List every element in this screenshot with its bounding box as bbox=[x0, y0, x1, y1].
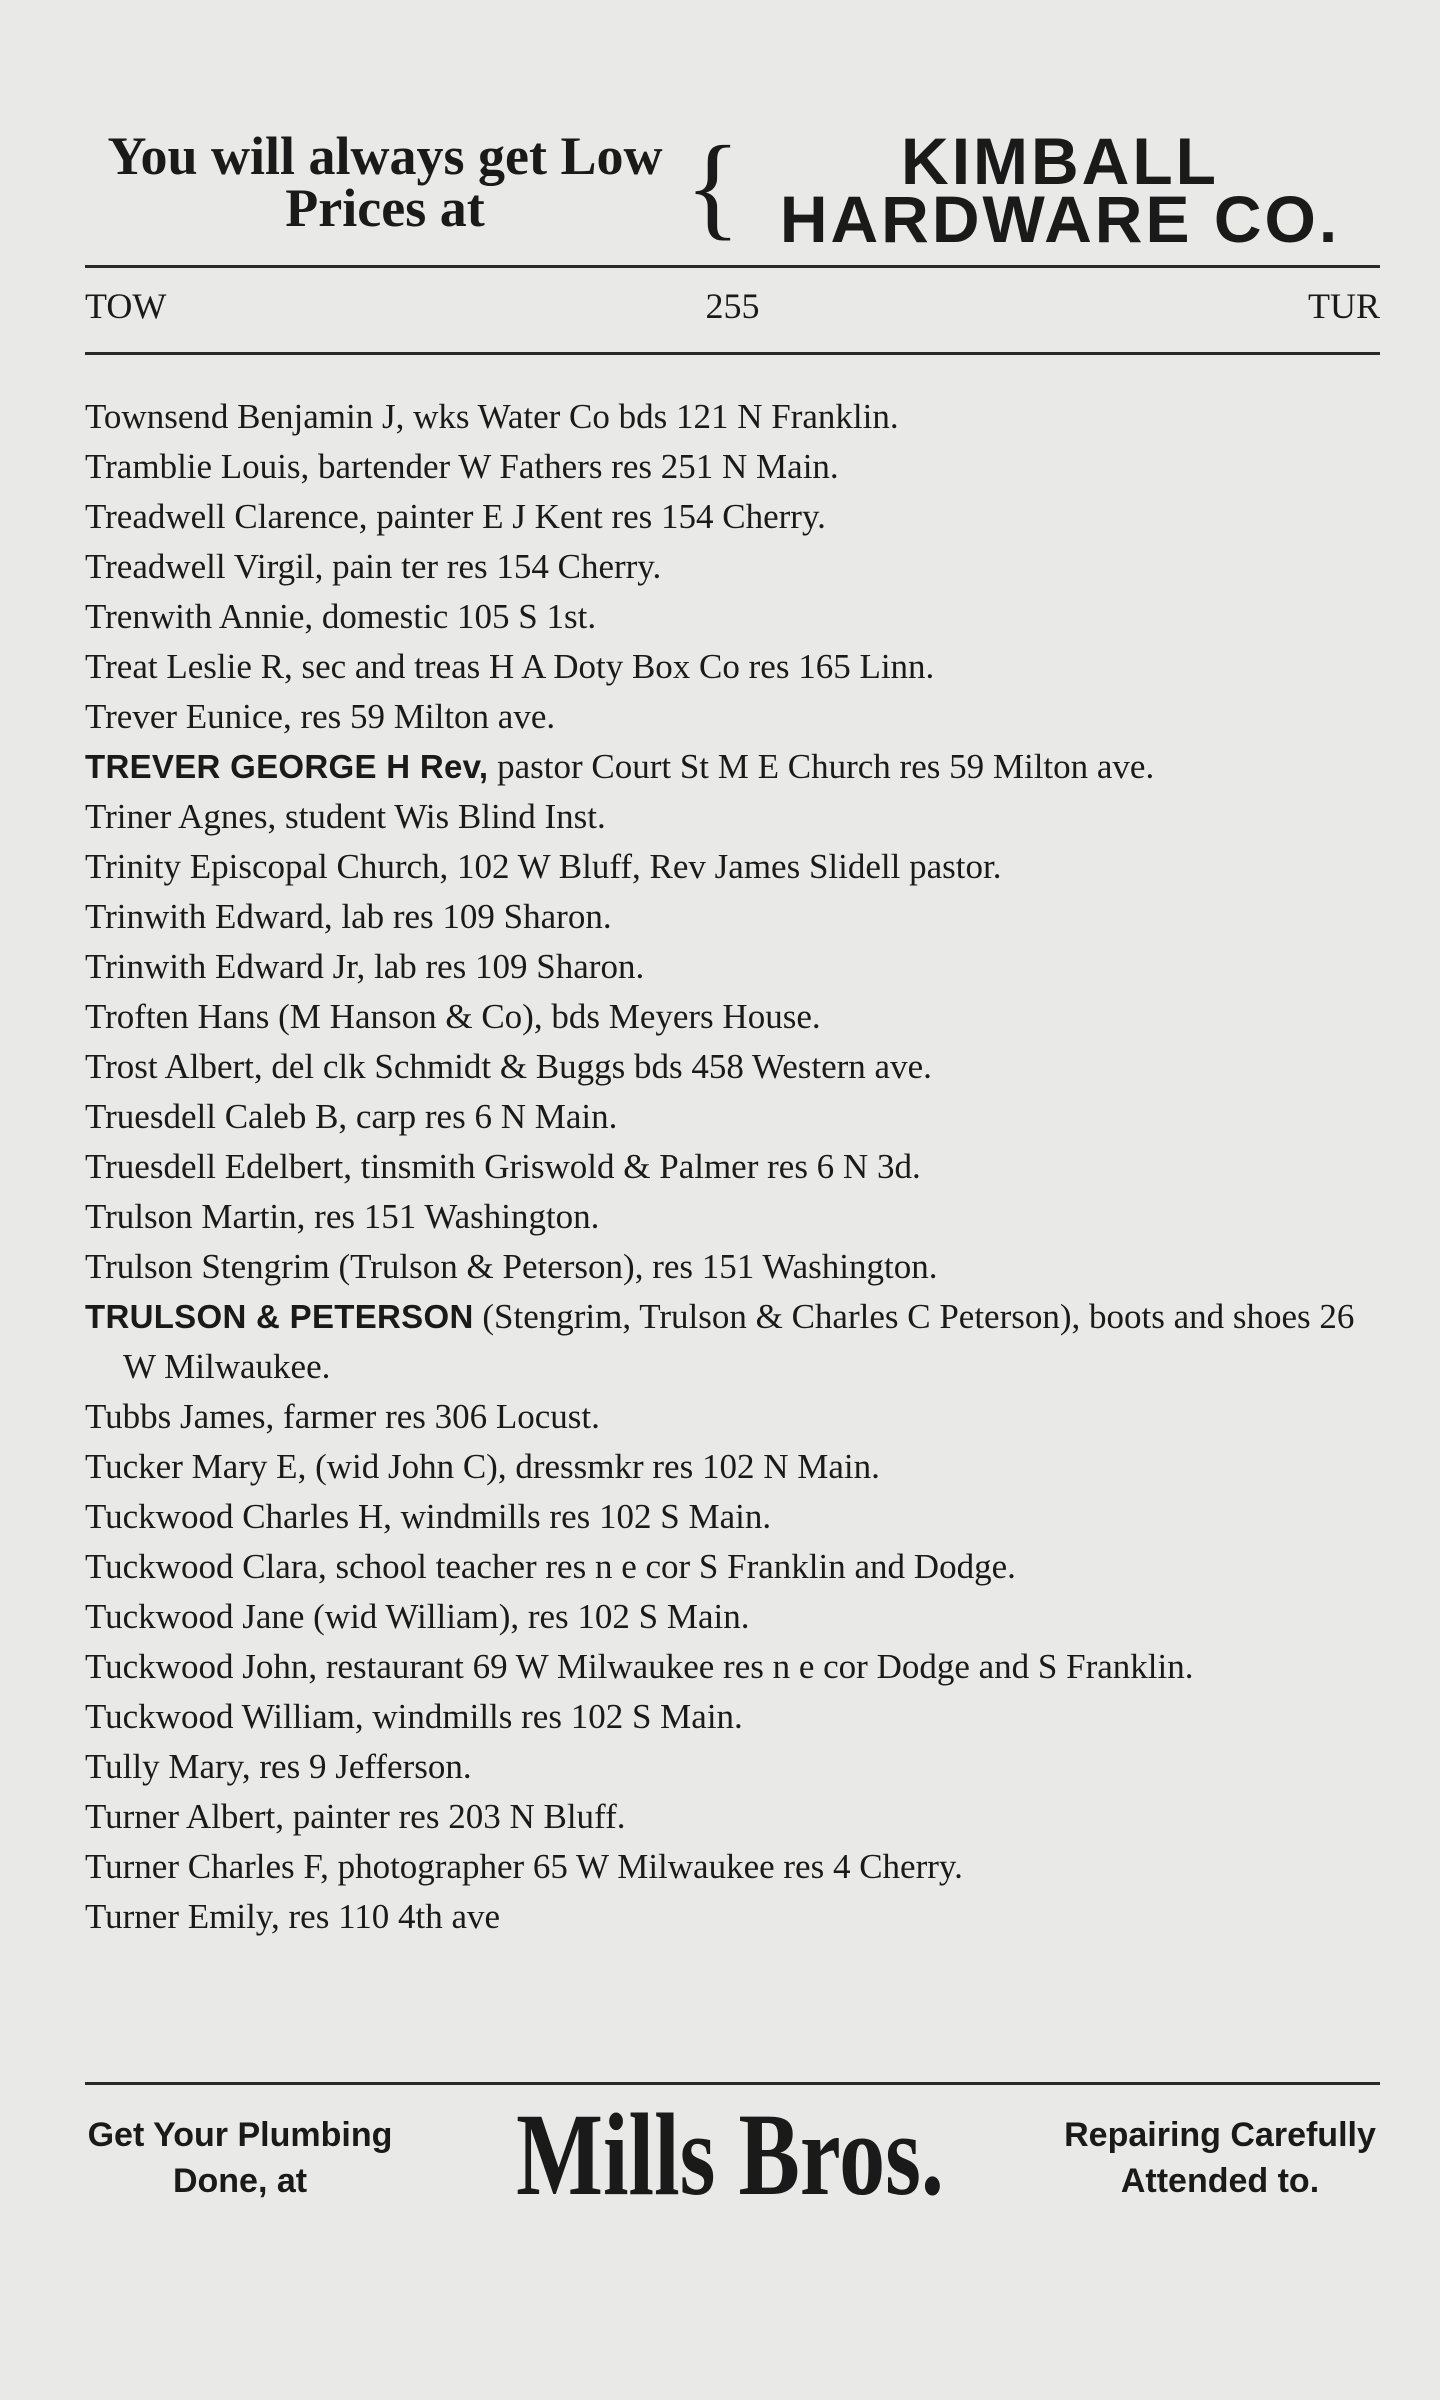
directory-entry bbox=[85, 792, 1385, 842]
directory-entry bbox=[85, 492, 1385, 542]
top-ad-company-line2: HARDWARE CO. bbox=[779, 182, 1341, 256]
entry-bold-name: TRULSON & PETERSON bbox=[85, 1298, 474, 1335]
bottom-ad-right-line1: Repairing Carefully bbox=[1064, 2116, 1376, 2154]
directory-entry bbox=[85, 1442, 1385, 1492]
directory-entry bbox=[85, 1742, 1385, 1792]
directory-entry bbox=[85, 1292, 1385, 1392]
entry-text: Tuckwood William, windmills res 102 S Main. bbox=[85, 1697, 743, 1736]
directory-entry bbox=[85, 1392, 1385, 1442]
entry-text: Turner Albert, painter res 203 N Bluff. bbox=[85, 1797, 626, 1836]
entry-text: pastor Court St M E Church res 59 Milton ave. bbox=[488, 747, 1155, 786]
directory-entry bbox=[85, 1792, 1385, 1842]
directory-entry bbox=[85, 592, 1385, 642]
top-ad-slogan-line2: Prices at bbox=[285, 178, 485, 238]
directory-entry bbox=[85, 1892, 1385, 1942]
top-ad-slogan-line1: You will always get Low bbox=[107, 126, 663, 186]
bottom-ad-right bbox=[1055, 2112, 1385, 2204]
entry-text: Tuckwood Charles H, windmills res 102 S Main. bbox=[85, 1497, 772, 1536]
entry-text: Turner Emily, res 110 4th ave bbox=[85, 1897, 501, 1936]
directory-entry bbox=[85, 1492, 1385, 1542]
entry-text: Trinity Episcopal Church, 102 W Bluff, Rev James Slidell pastor. bbox=[85, 847, 1002, 886]
entry-bold-name: TREVER GEORGE H Rev, bbox=[85, 748, 489, 785]
entry-text: Truesdell Caleb B, carp res 6 N Main. bbox=[85, 1097, 618, 1136]
directory-entry bbox=[85, 542, 1385, 592]
directory-entry bbox=[85, 892, 1385, 942]
entry-text: Trulson Stengrim (Trulson & Peterson), res 151 Washington. bbox=[85, 1247, 938, 1286]
entry-text: Turner Charles F, photographer 65 W Milwaukee res 4 Cherry. bbox=[85, 1847, 963, 1886]
entry-text: Tucker Mary E, (wid John C), dressmkr res 102 N Main. bbox=[85, 1447, 880, 1486]
directory-entry bbox=[85, 1042, 1385, 1092]
directory-entry bbox=[85, 642, 1385, 692]
directory-entry bbox=[85, 1692, 1385, 1742]
directory-entry bbox=[85, 742, 1385, 792]
top-ad-company-line1: KIMBALL bbox=[901, 124, 1219, 198]
entry-text: Treadwell Clarence, painter E J Kent res 154 Cherry. bbox=[85, 497, 826, 536]
entry-text: (Stengrim, Trulson & Charles C Peterson), boots and shoes 26 W Milwaukee. bbox=[123, 1297, 1355, 1386]
directory-entry bbox=[85, 842, 1385, 892]
running-head-left: TOW bbox=[85, 286, 167, 326]
top-ad-slogan bbox=[85, 126, 685, 238]
entry-text: Treat Leslie R, sec and treas H A Doty Box Co res 165 Linn. bbox=[85, 647, 935, 686]
bottom-ad-right-line2: Attended to. bbox=[1120, 2162, 1320, 2200]
entry-text: Trinwith Edward, lab res 109 Sharon. bbox=[85, 897, 612, 936]
top-rule bbox=[85, 265, 1380, 268]
directory-entry bbox=[85, 992, 1385, 1042]
directory-entry bbox=[85, 1642, 1385, 1692]
directory-entry bbox=[85, 1242, 1385, 1292]
bottom-ad-left-line2: Done, at bbox=[172, 2162, 308, 2200]
directory-entry bbox=[85, 1542, 1385, 1592]
directory-entry bbox=[85, 692, 1385, 742]
entry-text: Truesdell Edelbert, tinsmith Griswold & Palmer res 6 N 3d. bbox=[85, 1147, 921, 1186]
directory-entries bbox=[85, 392, 1385, 1942]
entry-text: Trost Albert, del clk Schmidt & Buggs bds 458 Western ave. bbox=[85, 1047, 932, 1086]
directory-entry bbox=[85, 942, 1385, 992]
header-rule bbox=[85, 352, 1380, 355]
directory-entry bbox=[85, 392, 1385, 442]
directory-entry bbox=[85, 1192, 1385, 1242]
bottom-ad-company: Mills Bros. bbox=[516, 2089, 944, 2220]
directory-entry bbox=[85, 1592, 1385, 1642]
entry-text: Troften Hans (M Hanson & Co), bds Meyers House. bbox=[85, 997, 821, 1036]
bottom-ad-left bbox=[75, 2112, 405, 2204]
bottom-ad-left-line1: Get Your Plumbing bbox=[87, 2116, 393, 2154]
top-advertisement bbox=[85, 123, 1380, 260]
entry-text: Triner Agnes, student Wis Blind Inst. bbox=[85, 797, 606, 836]
entry-text: Tuckwood John, restaurant 69 W Milwaukee res n e cor Dodge and S Franklin. bbox=[85, 1647, 1194, 1686]
entry-text: Tuckwood Clara, school teacher res n e cor S Franklin and Dodge. bbox=[85, 1547, 1016, 1586]
entry-text: Trinwith Edward Jr, lab res 109 Sharon. bbox=[85, 947, 645, 986]
entry-text: Trenwith Annie, domestic 105 S 1st. bbox=[85, 597, 597, 636]
entry-text: Tubbs James, farmer res 306 Locust. bbox=[85, 1397, 600, 1436]
directory-entry bbox=[85, 1092, 1385, 1142]
entry-text: Trulson Martin, res 151 Washington. bbox=[85, 1197, 600, 1236]
top-ad-company bbox=[735, 124, 1385, 256]
entry-text: Tramblie Louis, bartender W Fathers res 251 N Main. bbox=[85, 447, 839, 486]
directory-entry bbox=[85, 442, 1385, 492]
bottom-advertisement bbox=[75, 2089, 1385, 2220]
page-number: 255 bbox=[705, 286, 760, 326]
running-head-right: TUR bbox=[1308, 286, 1380, 326]
entry-text: Tuckwood Jane (wid William), res 102 S Main. bbox=[85, 1597, 750, 1636]
directory-entry bbox=[85, 1142, 1385, 1192]
running-head bbox=[85, 285, 1380, 335]
entry-text: Treadwell Virgil, pain ter res 154 Cherry. bbox=[85, 547, 662, 586]
entry-text: Townsend Benjamin J, wks Water Co bds 121 N Franklin. bbox=[85, 397, 899, 436]
entry-text: Tully Mary, res 9 Jefferson. bbox=[85, 1747, 472, 1786]
directory-entry bbox=[85, 1842, 1385, 1892]
top-ad-brace: { bbox=[685, 123, 741, 251]
bottom-rule bbox=[85, 2082, 1380, 2085]
entry-text: Trever Eunice, res 59 Milton ave. bbox=[85, 697, 556, 736]
